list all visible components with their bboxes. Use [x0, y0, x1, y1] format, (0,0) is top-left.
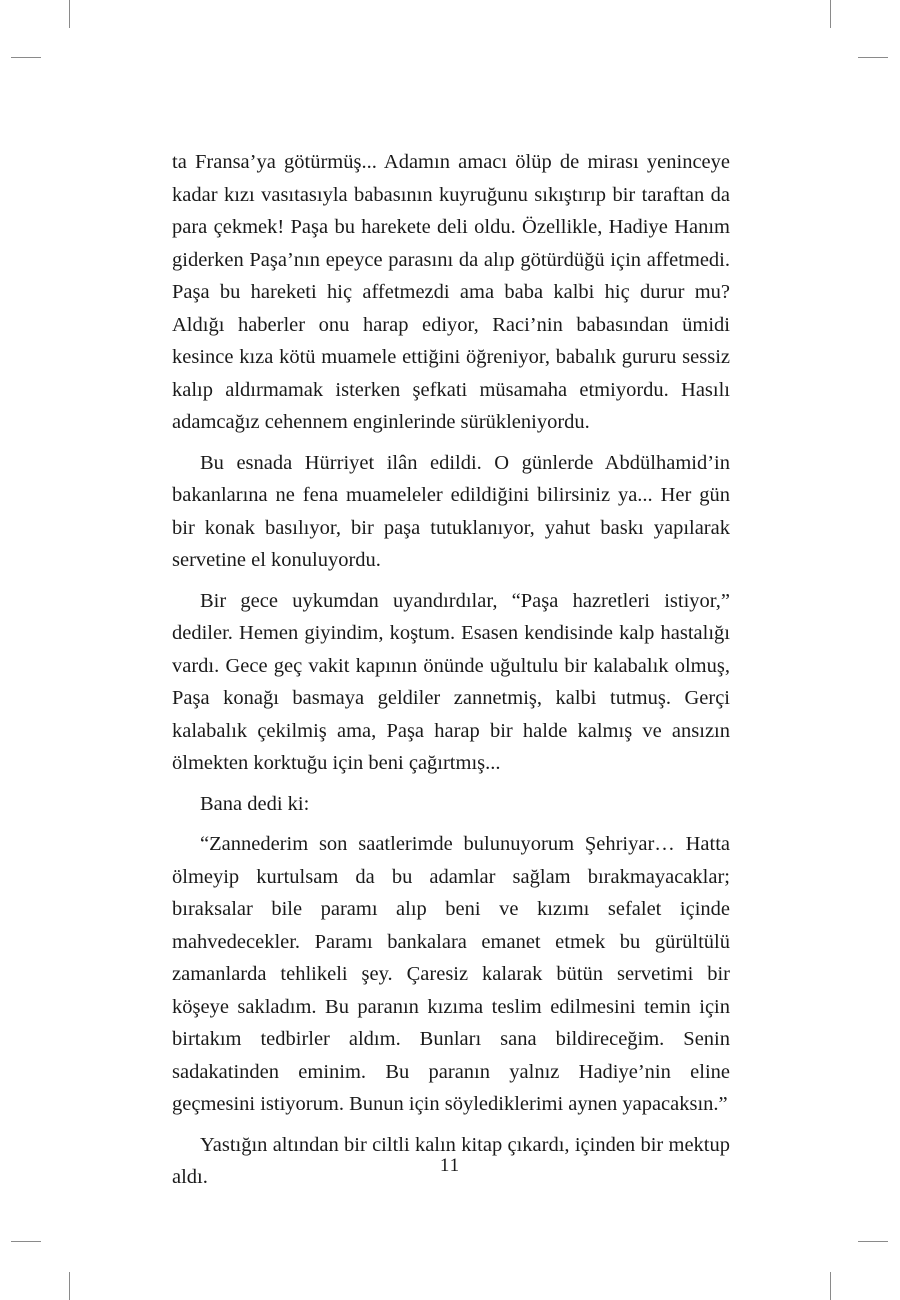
crop-mark-left-top: [11, 57, 41, 58]
paragraph-5: “Zannederim son saatlerimde bulunuyorum Şehriyar… Hatta ölmeyip kurtulsam da bu adamlar sağlam bırakmayacaklar; bıraksalar bile paramı alıp beni ve kızımı sefalet içinde mahvedecekler. Paramı bankalara emanet etmek bu gürültülü zamanlarda tehlikeli şey. Çaresiz kalarak bütün servetimi bir köşeye sakladım. Bu paranın kızıma teslim edilmesini temin için birtakım tedbirler aldım. Bunları sana bildireceğim. Senin sadakatinden eminim. Bu paranın yalnız Hadiye’nin eline geçmesini istiyorum. Bunun için söylediklerimi aynen yapacaksın.”: [172, 833, 730, 1115]
page-number: 11: [439, 1155, 461, 1176]
paragraph-2: Bu esnada Hürriyet ilân edildi. O günlerde Abdülhamid’in bakanlarına ne fena muameleler edildiğini bilirsiniz ya... Her gün bir konak basılıyor, bir paşa tutuklanıyor, yahut baskı yapılarak servetine el konuluyordu.: [172, 451, 730, 571]
crop-mark-right-top: [858, 57, 888, 58]
crop-mark-left-bottom: [11, 1241, 41, 1242]
paragraph-6: Yastığın altından bir ciltli kalın kitap çıkardı, içinden bir mektup aldı.: [172, 1133, 730, 1188]
body-text: [172, 146, 730, 1202]
crop-mark-right-bottom: [858, 1241, 888, 1242]
crop-mark-bottom-right: [830, 1272, 831, 1300]
crop-mark-top-right: [830, 0, 831, 28]
crop-mark-bottom-left: [69, 1272, 70, 1300]
paragraph-3: Bir gece uykumdan uyandırdılar, “Paşa hazretleri istiyor,” dediler. Hemen giyindim, koştum. Esasen kendisinde kalp hastalığı vardı. Gece geç vakit kapının önünde uğultulu bir kalabalık olmuş, Paşa konağı basmaya geldiler zannetmiş, kalbi tutmuş. Gerçi kalabalık çekilmiş ama, Paşa harap bir halde kalmış ve ansızın ölmekten korktuğu için beni çağırtmış...: [172, 589, 730, 774]
paragraph-1: ta Fransa’ya götürmüş... Adamın amacı ölüp de mirası yeninceye kadar kızı vasıtasıyla babasının kuyruğunu sıkıştırıp bir taraftan da para çekmek! Paşa bu harekete deli oldu. Özellikle, Hadiye Hanım giderken Paşa’nın epeyce parasını da alıp götürdüğü için affetmedi. Paşa bu hareketi hiç affetmezdi ama baba kalbi hiç durur mu? Aldığı haberler onu harap ediyor, Raci’nin babasından ümidi kesince kıza kötü muamele ettiğini öğreniyor, babalık gururu sessiz kalıp aldırmamak isterken şefkati müsamaha etmiyordu. Hasılı adamcağız cehennem enginlerinde sürükleniyordu.: [172, 151, 730, 433]
crop-mark-top-left: [69, 0, 70, 28]
paragraph-4: Bana dedi ki:: [200, 792, 310, 815]
